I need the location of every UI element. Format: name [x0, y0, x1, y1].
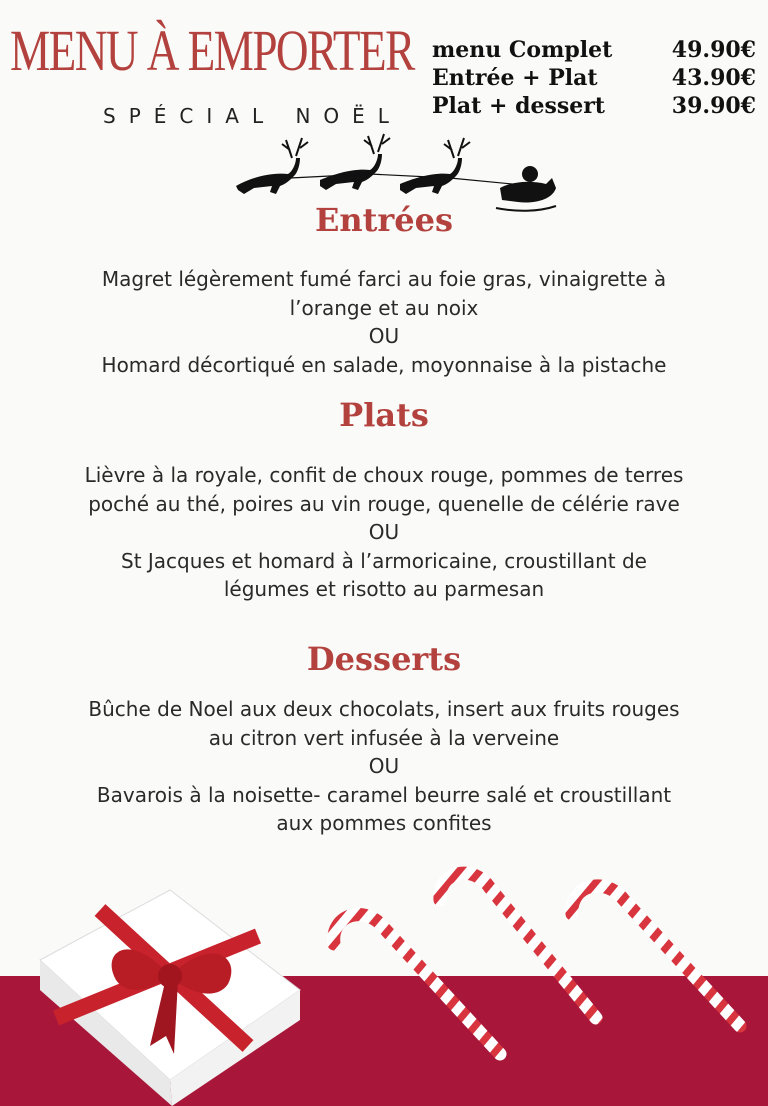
- menu-subtitle: SPÉCIAL NOËL: [103, 104, 402, 128]
- price-value: 43.90€: [671, 65, 756, 91]
- price-label: menu Complet: [432, 37, 613, 63]
- or-separator: OU: [368, 754, 400, 778]
- menu-line: Lièvre à la royale, confit de choux rouge, pommes de terres: [84, 463, 684, 487]
- entrees-items: [30, 265, 738, 379]
- price-label: Plat + dessert: [432, 93, 605, 119]
- price-label: Entrée + Plat: [432, 65, 598, 91]
- menu-title: MENU À EMPORTER: [10, 18, 414, 83]
- price-value: 39.90€: [671, 93, 756, 119]
- reindeer-icon: [400, 138, 470, 194]
- menu-line: Bûche de Noel aux deux chocolats, insert aux fruits rouges: [88, 697, 680, 721]
- price-row: [432, 36, 756, 64]
- menu-line: Magret légèrement fumé farci au foie gras, vinaigrette à: [101, 267, 667, 291]
- price-list: [432, 36, 756, 120]
- section-title-entrees: Entrées: [314, 201, 454, 239]
- menu-line: l’orange et au noix: [289, 295, 479, 320]
- section-title-plats: Plats: [339, 396, 429, 434]
- price-row: [432, 64, 756, 92]
- plats-items: [30, 461, 738, 604]
- menu-line: légumes et risotto au parmesan: [223, 577, 545, 601]
- reindeer-icon: [236, 138, 308, 194]
- menu-line: Homard décortiqué en salade, moyonnaise à la pistache: [101, 352, 667, 377]
- reindeer-icon: [320, 134, 390, 190]
- or-separator: OU: [368, 324, 400, 348]
- menu-line: aux pommes confites: [276, 811, 492, 835]
- or-separator: OU: [368, 520, 400, 544]
- menu-line: poché au thé, poires au vin rouge, quenelle de célérie rave: [88, 491, 680, 516]
- menu-line: Bavarois à la noisette- caramel beurre salé et croustillant: [96, 782, 672, 807]
- section-title-desserts: Desserts: [306, 640, 462, 678]
- price-value: 49.90€: [671, 37, 756, 63]
- price-row: [432, 92, 756, 120]
- menu-line: St Jacques et homard à l’armoricaine, croustillant de: [121, 548, 647, 573]
- desserts-items: [30, 695, 738, 838]
- christmas-decoration: [0, 840, 768, 1106]
- menu-line: au citron vert infusée à la verveine: [208, 725, 560, 750]
